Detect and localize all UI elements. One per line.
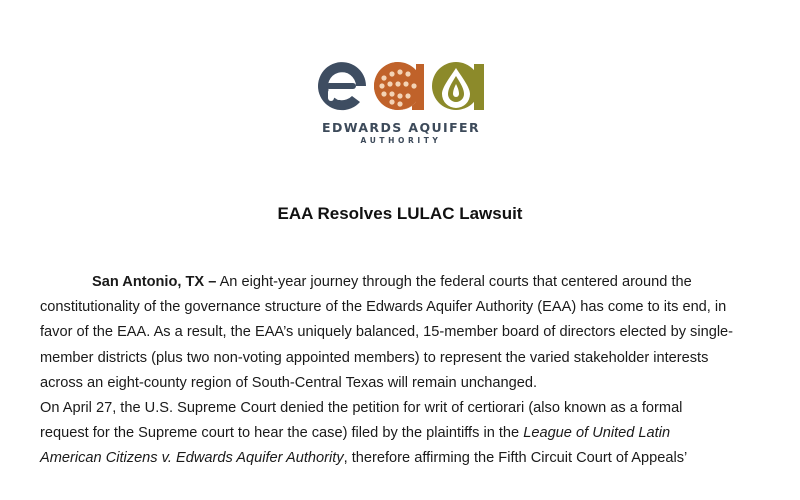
paragraph-line (40, 270, 764, 295)
logo-marks (316, 60, 486, 112)
logo-subname: AUTHORITY (360, 136, 442, 145)
body-text: , therefore affirming the Fifth Circuit Court of Appeals’ (343, 450, 688, 467)
hand-icon (318, 62, 366, 110)
document-title: EAA Resolves LULAC Lawsuit (277, 204, 523, 223)
paragraph-line: member districts (plus two non-voting appointed members) to represent the varied stakeholder interests (40, 349, 709, 366)
body-text: An eight-year journey through the federal courts that centered around the (216, 274, 692, 290)
droplet-icon (432, 62, 484, 110)
logo-name: EDWARDS AQUIFER (322, 120, 480, 135)
case-name: American Citizens v. Edwards Aquifer Authority (40, 450, 344, 467)
paragraph-line: favor of the EAA. As a result, the EAA’s uniquely balanced, 15-member board of directors elected by single- (40, 324, 734, 341)
paragraph-line: constitutionality of the governance structure of the Edwards Aquifer Authority (EAA) has come to its end, in (40, 299, 727, 316)
document-body (40, 270, 764, 472)
body-text: request for the Supreme court to hear the case) filed by the plaintiffs in the (40, 425, 524, 442)
paragraph-line: On April 27, the U.S. Supreme Court denied the petition for writ of certiorari (also known as a formal (40, 399, 683, 416)
case-name: League of United Latin (523, 425, 671, 442)
paragraph-line (40, 421, 764, 446)
eaa-logo (316, 60, 486, 146)
dateline: San Antonio, TX – (92, 274, 217, 290)
paragraph-line (40, 446, 764, 471)
paragraph-line: across an eight-county region of South-Central Texas will remain unchanged. (40, 374, 538, 391)
water-droplet-grid-icon (374, 62, 424, 110)
